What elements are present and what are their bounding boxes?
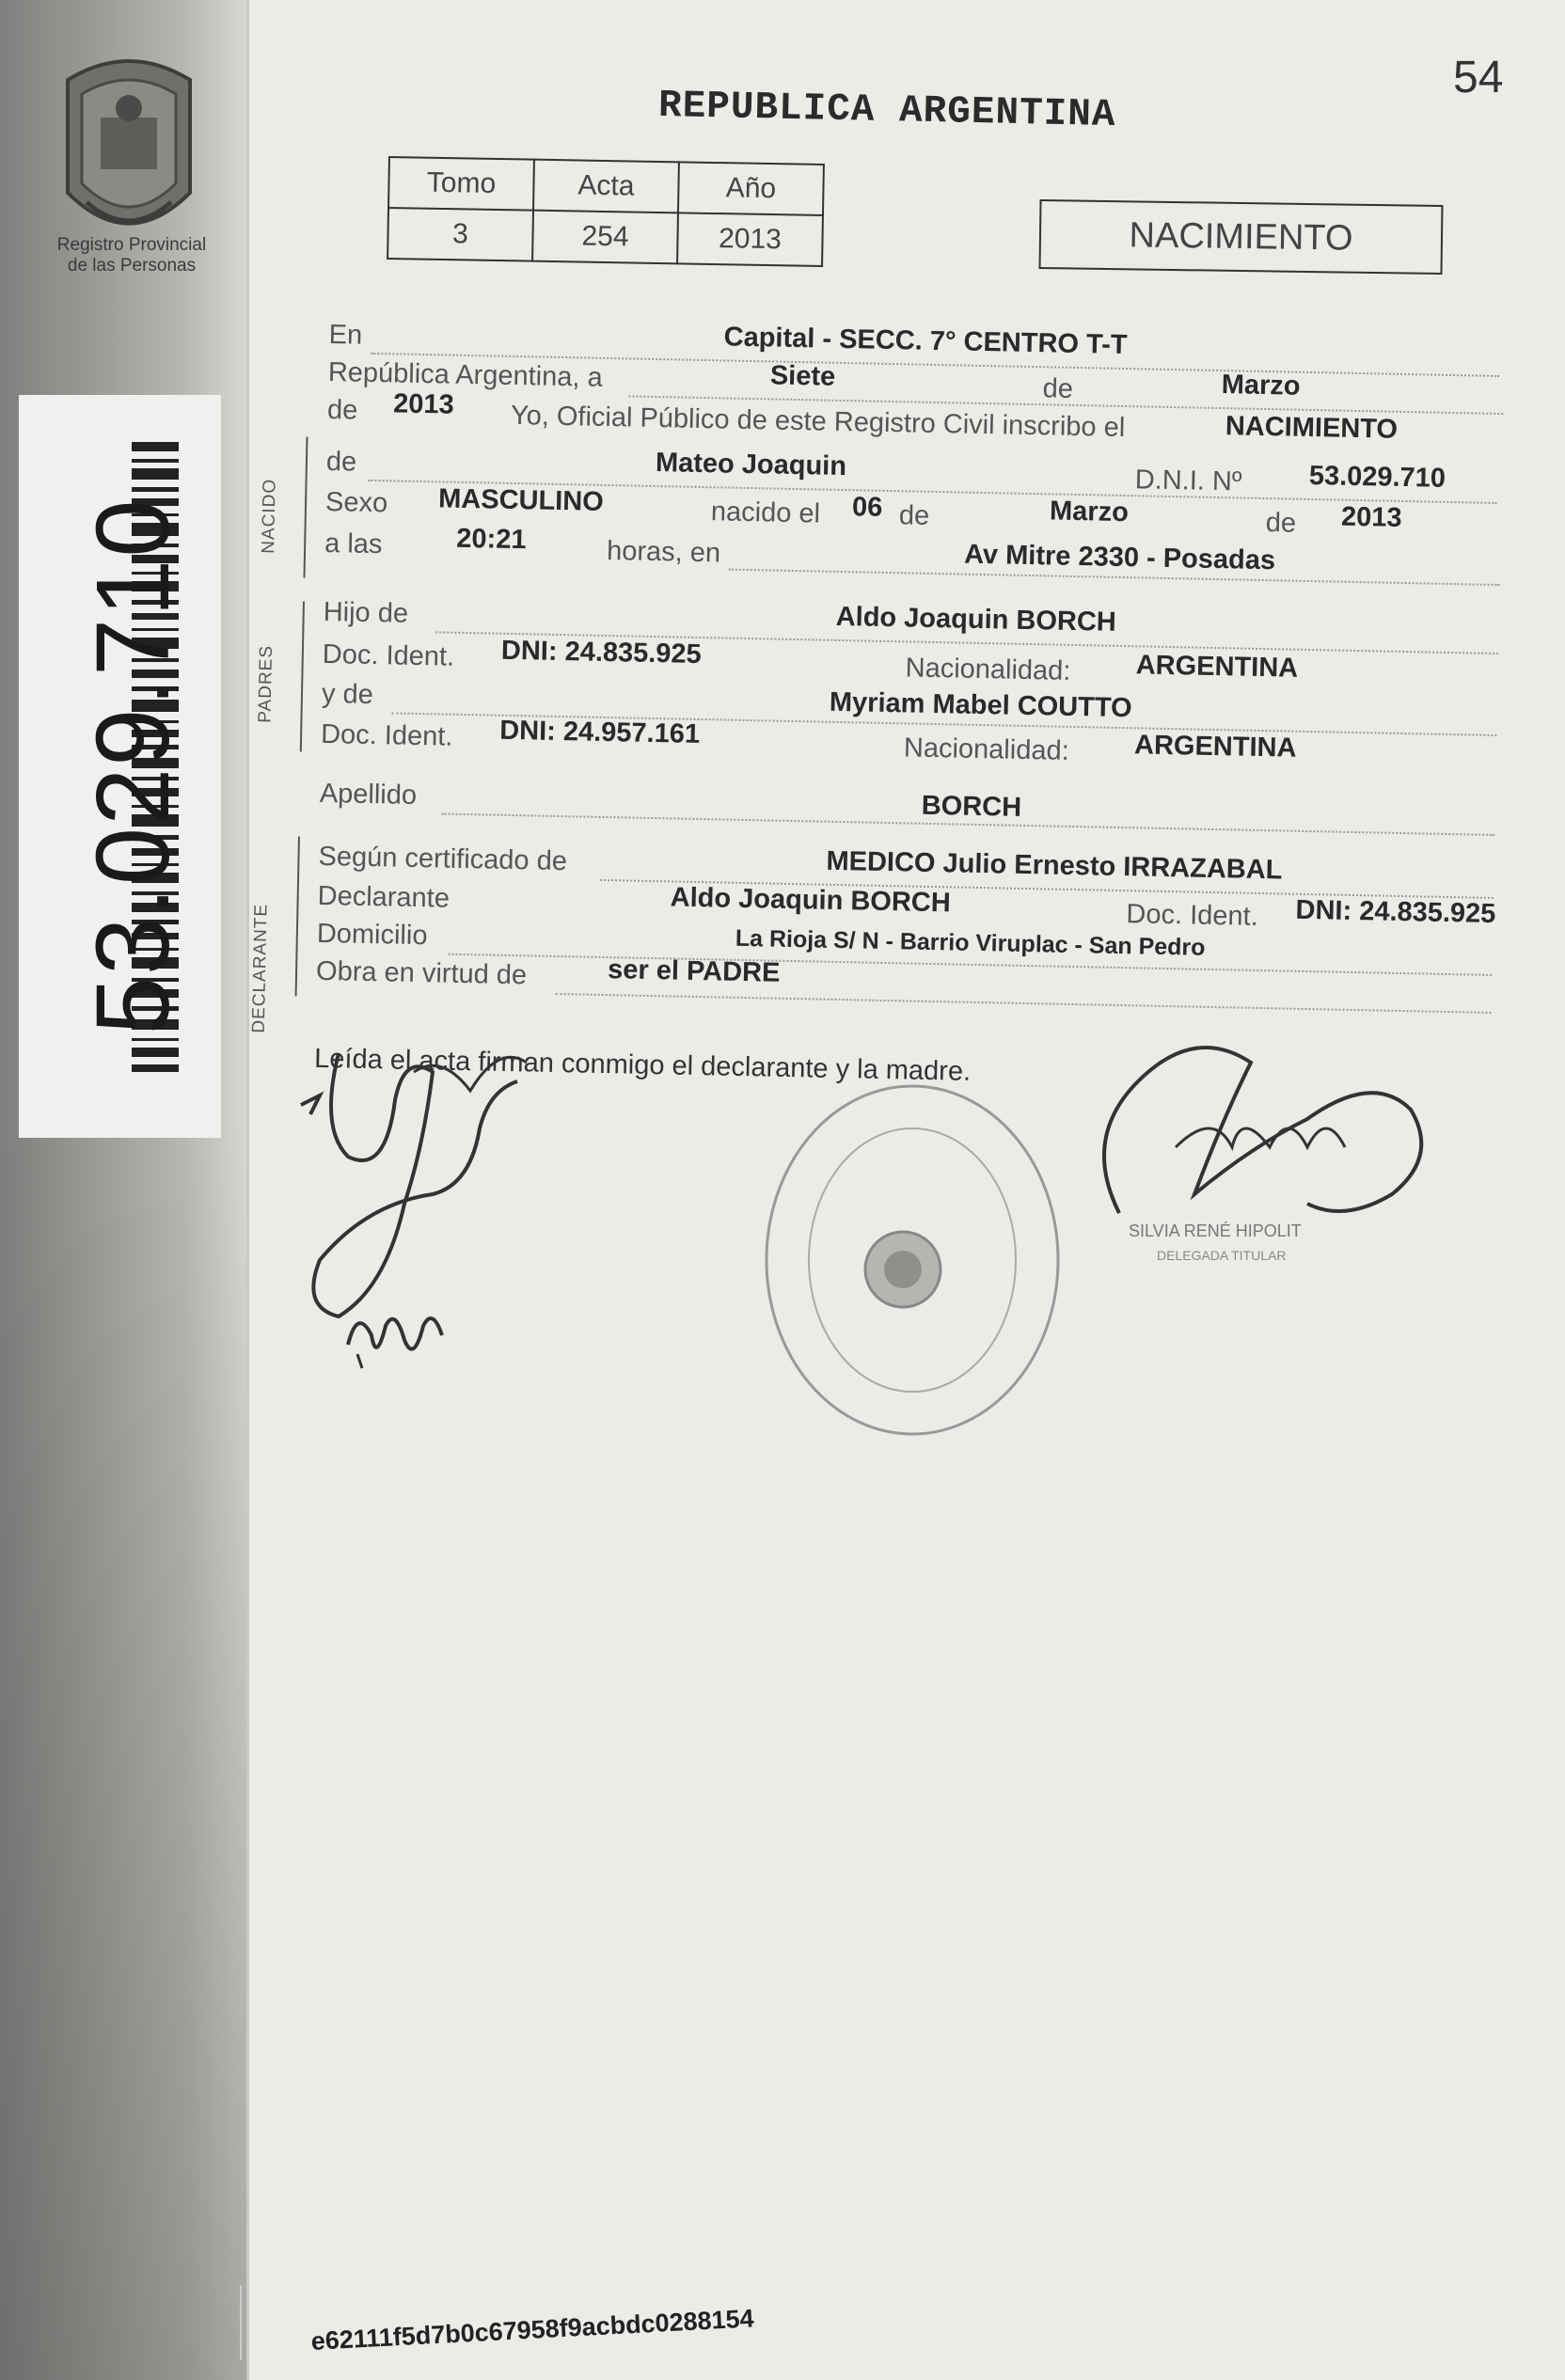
officer-signature (1063, 1006, 1458, 1345)
tipo-inscripcion: NACIMIENTO (1225, 411, 1399, 445)
officer-stamp-text: SILVIA RENÉ HIPOLIT (1129, 1222, 1302, 1240)
declarante-dni: DNI: 24.835.925 (1295, 894, 1496, 930)
nacido-dia: 06 (851, 492, 883, 523)
a-las-label: a las (324, 528, 383, 560)
certificado-medico: MEDICO Julio Ernesto IRRAZABAL (826, 845, 1283, 886)
section-label-padres: PADRES (255, 644, 277, 723)
sexo-label: Sexo (324, 486, 388, 519)
document-hash: e62111f5d7b0c67958f9acbdc0288154 (310, 2304, 755, 2356)
dni-label: D.N.I. Nº (1134, 465, 1242, 497)
declarante-nombre: Aldo Joaquin BORCH (670, 882, 952, 919)
row-apellido (319, 779, 1505, 843)
obra-label: Obra en virtud de (315, 955, 528, 991)
de-label-2: de (326, 394, 358, 426)
bottom-rule (240, 2285, 242, 2360)
nacido-anio: 2013 (1340, 501, 1402, 533)
lugar-registro: Capital - SECC. 7° CENTRO T-T (723, 322, 1128, 361)
section-divider-padres (300, 601, 305, 751)
madre-dni: DNI: 24.957.161 (498, 715, 701, 749)
acta-header: Acta (533, 160, 679, 213)
domicilio-label: Domicilio (316, 918, 428, 952)
svg-text:DELEGADA TITULAR: DELEGADA TITULAR (1157, 1248, 1287, 1263)
certificado-label: Según certificado de (318, 841, 568, 877)
de-label-5: de (1265, 508, 1297, 539)
doc-ident-label: Doc. Ident. (322, 638, 455, 672)
nacionalidad-label-2: Nacionalidad: (903, 733, 1070, 766)
nombre-madre: Myriam Mabel COUTTO (829, 686, 1132, 724)
vertical-id-number: 53.029.710 (75, 497, 191, 1034)
hijo-de-label: Hijo de (323, 596, 409, 629)
de-label-4: de (898, 500, 930, 531)
closing-statement: Leída el acta firman conmigo el declarante y la madre. (313, 1043, 972, 1087)
de-label-3: de (325, 446, 357, 478)
section-divider-nacido (303, 437, 308, 578)
provincial-crest-logo (49, 52, 209, 254)
domicilio-valor: La Rioja S/ N - Barrio Viruplac - San Pedro (735, 924, 1206, 961)
republica-label: República Argentina, a (327, 356, 603, 393)
page-number: 54 (1453, 53, 1504, 102)
lugar-nacimiento: Av Mitre 2330 - Posadas (963, 539, 1276, 576)
anio-header: Año (678, 162, 824, 215)
doc-ident-label-2: Doc. Ident. (320, 718, 453, 752)
section-divider-declarante (295, 836, 300, 996)
side-band-shade (0, 1119, 246, 2380)
mother-signature (339, 1298, 451, 1373)
section-label-declarante: DECLARANTE (248, 903, 272, 1033)
obra-valor: ser el PADRE (607, 954, 781, 988)
declarante-doc-label: Doc. Ident. (1126, 899, 1259, 932)
dni-nacido: 53.029.710 (1308, 460, 1446, 494)
nombre-padre: Aldo Joaquin BORCH (835, 601, 1117, 638)
tomo-acta-anio-table (387, 156, 825, 267)
nacionalidad-label: Nacionalidad: (905, 653, 1071, 686)
apellido-valor: BORCH (921, 790, 1022, 823)
de-label: de (1042, 373, 1074, 404)
nombre-nacido: Mateo Joaquin (655, 447, 847, 482)
mes-registro: Marzo (1221, 370, 1301, 402)
anio-value: 2013 (677, 213, 823, 266)
section-label-nacido: NACIDO (258, 478, 280, 554)
official-seal (752, 1063, 1072, 1439)
sexo-valor: MASCULINO (437, 483, 605, 517)
tomo-header: Tomo (388, 157, 534, 211)
oficial-text: Yo, Oficial Público de este Registro Civil inscribo el (510, 400, 1126, 444)
y-de-label: y de (321, 678, 374, 711)
declarante-label: Declarante (317, 880, 451, 914)
nacido-mes: Marzo (1049, 496, 1130, 528)
band-divider (246, 0, 249, 2380)
hora-nacimiento: 20:21 (456, 523, 527, 556)
anio-registro: 2013 (392, 388, 455, 420)
horas-en-label: horas, en (606, 535, 721, 569)
en-label: En (328, 320, 363, 351)
document-type-box: NACIMIENTO (1039, 199, 1444, 275)
registry-name-line2: de las Personas (67, 256, 197, 276)
padre-nacionalidad: ARGENTINA (1135, 650, 1299, 684)
acta-value: 254 (532, 211, 678, 264)
document-title: REPUBLICA ARGENTINA (657, 84, 1116, 138)
apellido-label: Apellido (319, 778, 418, 811)
dia-registro: Siete (769, 360, 836, 392)
madre-nacionalidad: ARGENTINA (1133, 730, 1297, 764)
registry-name-line1: Registro Provincial (56, 235, 207, 255)
tomo-value: 3 (387, 208, 533, 261)
padre-dni: DNI: 24.835.925 (500, 635, 703, 670)
birth-record-form (248, 320, 1514, 1095)
nacido-label: nacido el (710, 496, 821, 529)
